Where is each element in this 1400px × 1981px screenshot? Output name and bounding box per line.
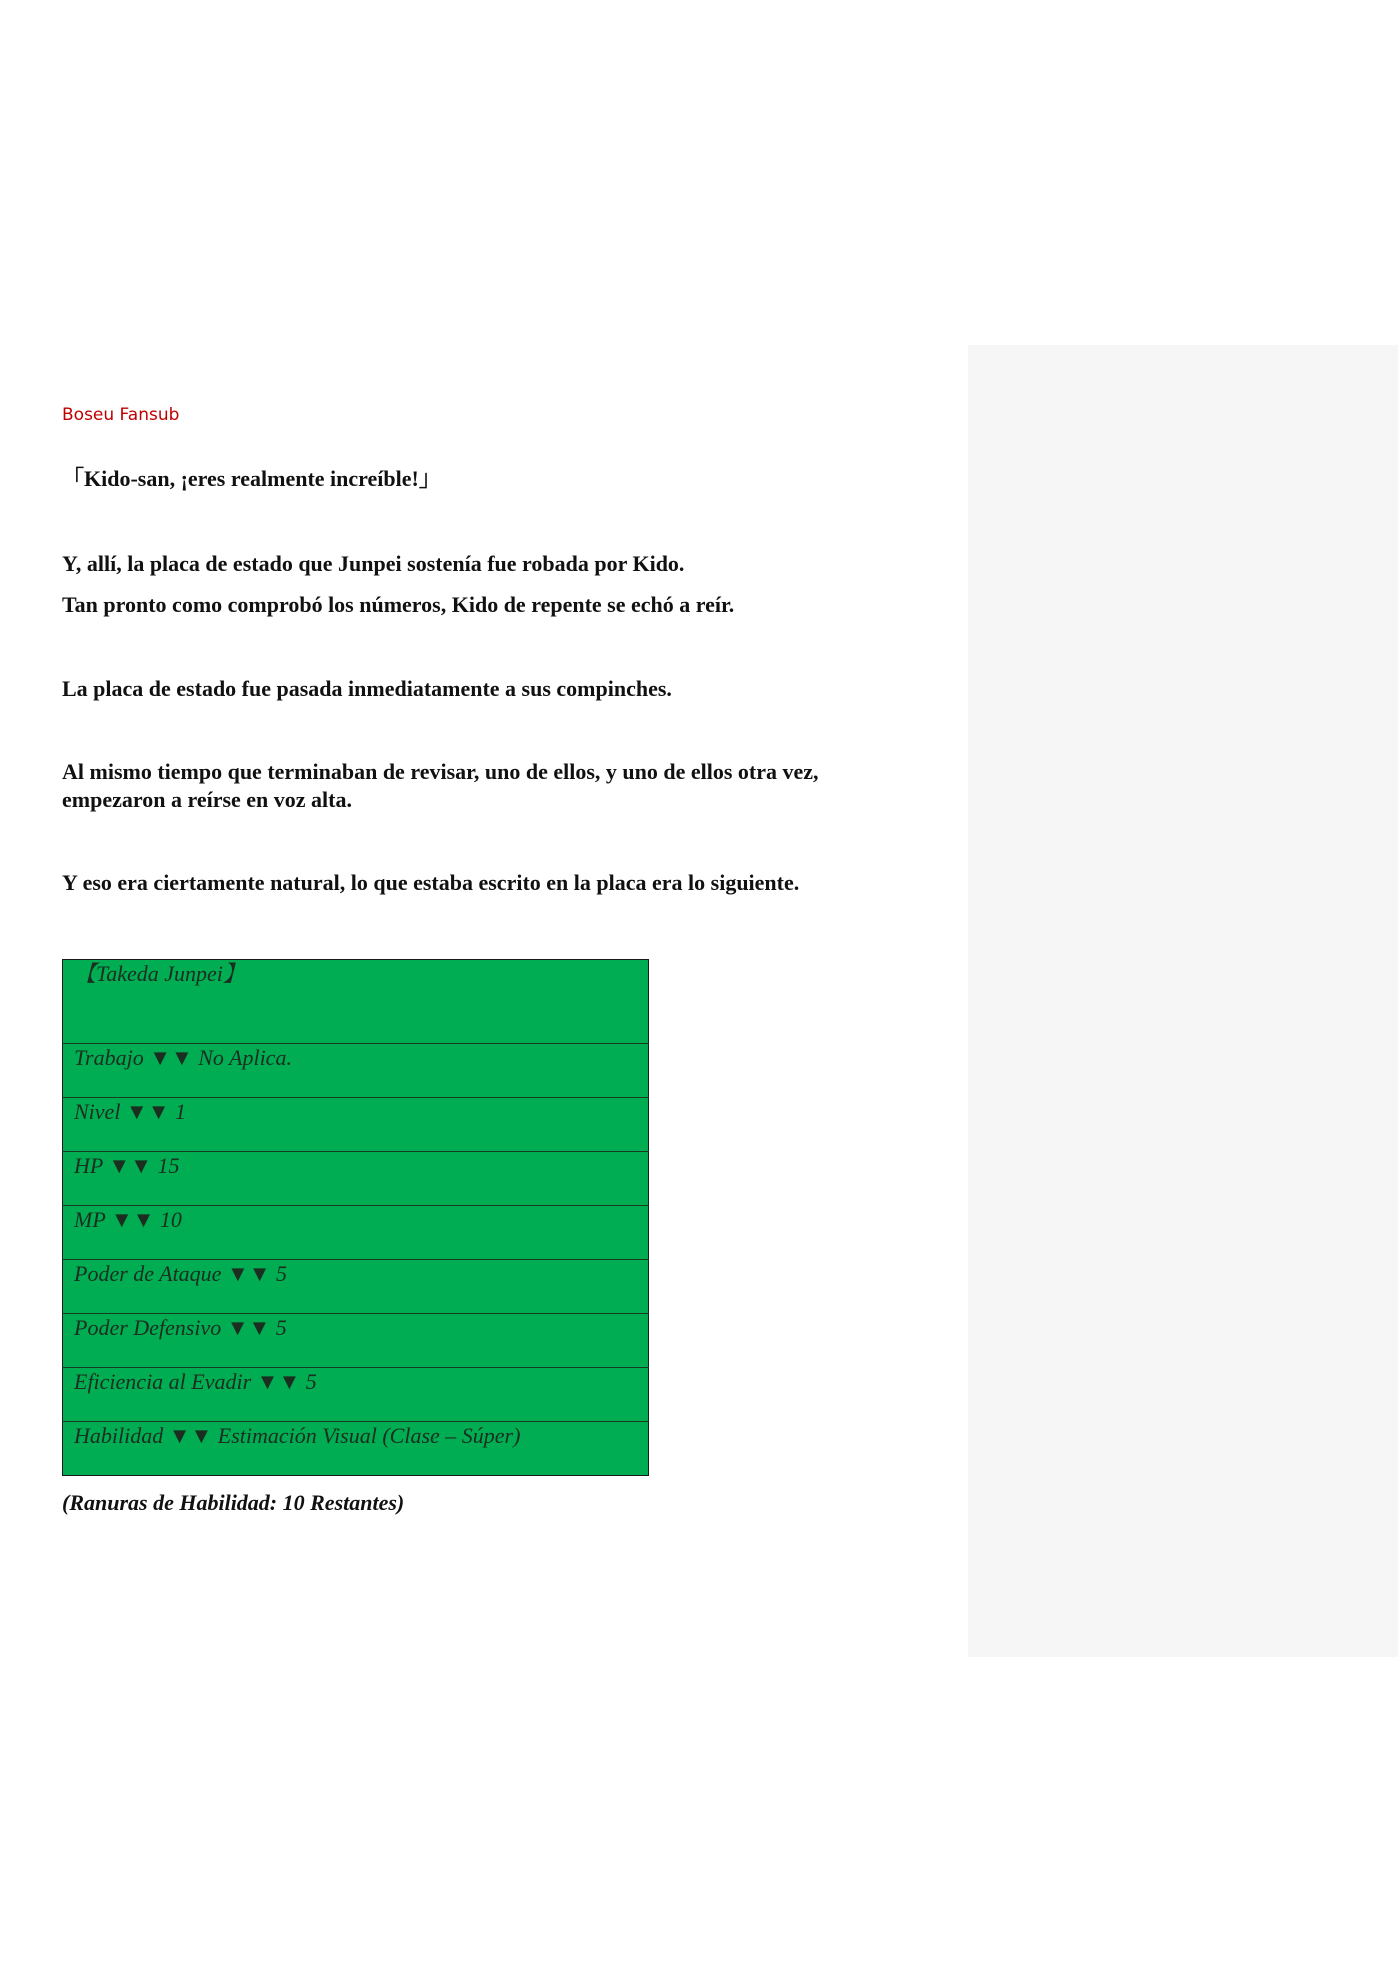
status-cell-hp: HP ▼▼ 15 xyxy=(63,1152,649,1206)
header-tag: Boseu Fansub xyxy=(62,405,180,425)
status-row xyxy=(63,1152,649,1206)
side-panel xyxy=(968,345,1398,1657)
status-row xyxy=(63,1098,649,1152)
status-row xyxy=(63,1314,649,1368)
paragraph-4: La placa de estado fue pasada inmediatamente a sus compinches. xyxy=(62,676,672,701)
status-cell-evasion: Eficiencia al Evadir ▼▼ 5 xyxy=(63,1368,649,1422)
status-cell-defense: Poder Defensivo ▼▼ 5 xyxy=(63,1314,649,1368)
paragraph-5: Al mismo tiempo que terminaban de revisar, uno de ellos, y uno de ellos otra vez, empezaron a reírse en voz alta. xyxy=(62,759,819,812)
status-cell-mp: MP ▼▼ 10 xyxy=(63,1206,649,1260)
status-cell-level: Nivel ▼▼ 1 xyxy=(63,1098,649,1152)
status-row xyxy=(63,1422,649,1476)
status-cell-skill: Habilidad ▼▼ Estimación Visual (Clase – Súper) xyxy=(63,1422,649,1476)
paragraph-6: Y eso era ciertamente natural, lo que estaba escrito en la placa era lo siguiente. xyxy=(62,870,800,895)
paragraph-1: 「Kido-san, ¡eres realmente increíble!」 xyxy=(62,466,441,491)
status-cell-name: 【Takeda Junpei】 xyxy=(63,960,649,1044)
status-row xyxy=(63,1206,649,1260)
status-plate-table xyxy=(62,959,649,1476)
status-row xyxy=(63,1044,649,1098)
status-cell-job: Trabajo ▼▼ No Aplica. xyxy=(63,1044,649,1098)
status-cell-attack: Poder de Ataque ▼▼ 5 xyxy=(63,1260,649,1314)
skill-slots-caption: (Ranuras de Habilidad: 10 Restantes) xyxy=(62,1490,405,1515)
paragraph-2: Y, allí, la placa de estado que Junpei sostenía fue robada por Kido. xyxy=(62,551,685,576)
paragraph-3: Tan pronto como comprobó los números, Kido de repente se echó a reír. xyxy=(62,592,735,617)
status-row xyxy=(63,1368,649,1422)
status-row xyxy=(63,1260,649,1314)
status-row xyxy=(63,960,649,1044)
